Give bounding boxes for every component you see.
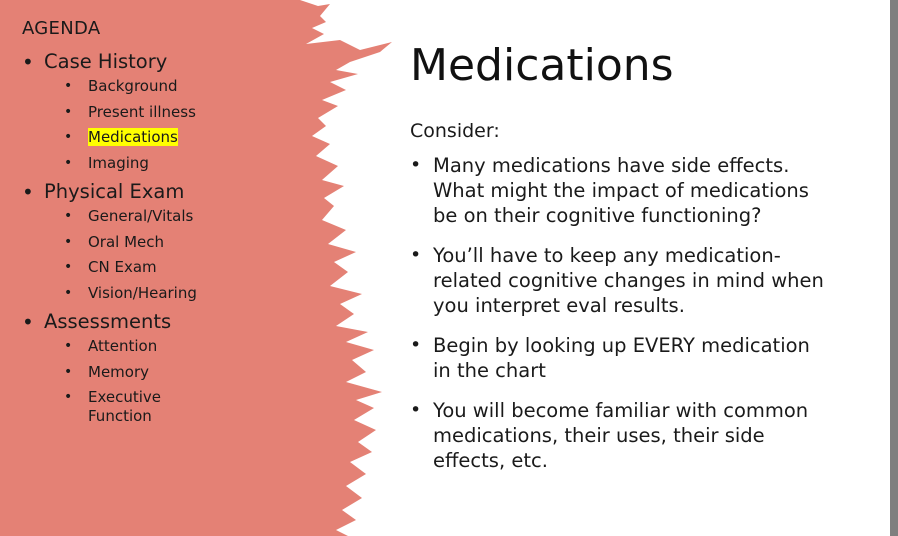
agenda-subitems [44, 337, 322, 426]
bullet-point: • You will become familiar with common medications, their uses, their side effects, etc. [410, 398, 830, 473]
slide-intro: Consider: [410, 120, 500, 142]
agenda-item-medications [44, 128, 322, 147]
window-edge [890, 0, 898, 536]
agenda-section-physical-exam [22, 179, 322, 303]
bullet-point: • You’ll have to keep any medication-related cognitive changes in mind when you interpret eval results. [410, 243, 830, 318]
agenda-section-case-history [22, 49, 322, 173]
agenda-subitems [44, 207, 322, 303]
agenda-item-label-highlighted: Medications [88, 128, 178, 146]
agenda-title: AGENDA [22, 18, 101, 39]
agenda-subitems [44, 77, 322, 173]
agenda-item-oral-mech [44, 233, 322, 252]
agenda-item-attention [44, 337, 322, 356]
agenda-item-label: CN Exam [88, 258, 157, 276]
agenda-section-label: Physical Exam [44, 180, 185, 203]
agenda-section-assessments [22, 309, 322, 426]
agenda-item-memory [44, 363, 322, 382]
agenda-item-label: Executive Function [88, 388, 162, 425]
agenda-item-imaging [44, 154, 322, 173]
agenda-section-label: Assessments [44, 310, 172, 333]
agenda-item-label: Oral Mech [88, 232, 165, 251]
agenda-item-label: Attention [88, 337, 158, 355]
agenda-item-general-vitals [44, 207, 322, 226]
agenda-item-present-illness [44, 103, 322, 122]
agenda-item-label: Present illness [88, 102, 196, 121]
agenda-item-label: Vision/Hearing [88, 283, 197, 302]
agenda-item-label: Imaging [88, 153, 149, 172]
slide-bullet-list [410, 153, 830, 488]
agenda-section-label: Case History [44, 50, 168, 73]
agenda [22, 18, 322, 433]
agenda-item-background [44, 77, 322, 96]
agenda-item-cn-exam [44, 258, 322, 277]
bullet-point: • Many medications have side effects. What might the impact of medications be on their cognitive functioning? [410, 153, 830, 228]
agenda-item-label: General/Vitals [88, 207, 194, 225]
agenda-item-label: Memory [88, 362, 150, 381]
agenda-item-vision-hearing [44, 284, 322, 303]
slide-title: Medications [410, 40, 674, 91]
agenda-item-executive-function [44, 388, 180, 426]
bullet-point: • Begin by looking up EVERY medication in the chart [410, 333, 830, 383]
agenda-sections [22, 49, 322, 426]
agenda-item-label: Background [88, 77, 178, 95]
